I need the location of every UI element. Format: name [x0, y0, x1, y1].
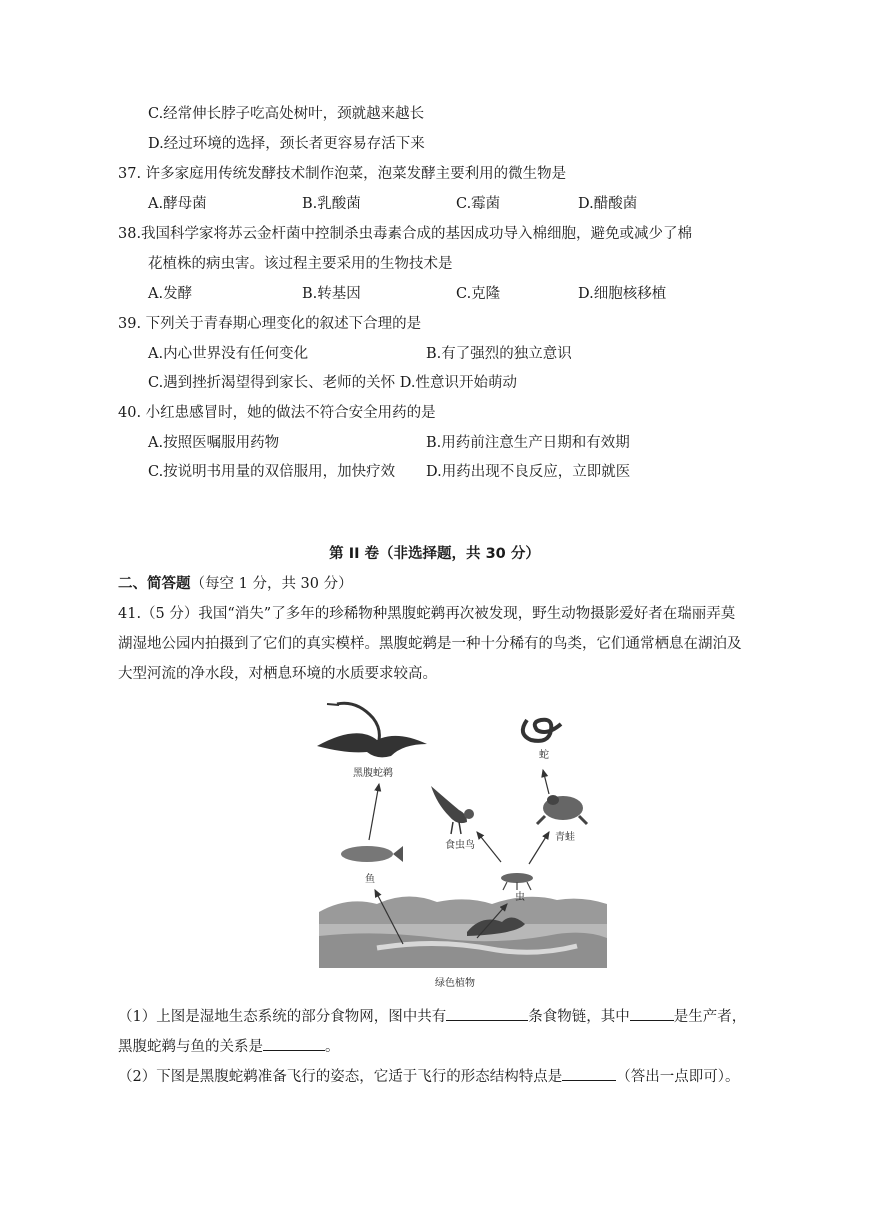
- q41-sub1-line2: [118, 1036, 340, 1057]
- q38-option-b: B.转基因: [302, 286, 361, 302]
- q37-option-d: D.醋酸菌: [578, 196, 638, 212]
- q38-stem-line2: 花植株的病虫害。该过程主要采用的生物技术是: [148, 256, 453, 272]
- label-insectivore-bird: 食虫鸟: [445, 840, 475, 851]
- q41-sub2-text-a: （2）下图是黑腹蛇鹈准备飞行的姿态，它适于飞行的形态结构特点是: [118, 1069, 563, 1085]
- food-web-figure: [317, 700, 609, 990]
- fish-icon: [341, 846, 403, 862]
- food-web-illustration: [317, 700, 609, 990]
- q38-option-a: A.发酵: [148, 286, 193, 302]
- q36-option-c: C.经常伸长脖子吃高处树叶，颈就越来越长: [148, 106, 425, 122]
- q40-option-b: B.用药前注意生产日期和有效期: [426, 435, 630, 451]
- q41-sub1-end: 。: [325, 1039, 340, 1055]
- section-title: 二、简答题: [118, 576, 191, 592]
- insectivore-bird-icon: [431, 786, 474, 834]
- label-insect: 虫: [515, 892, 525, 903]
- frog-icon: [537, 795, 587, 824]
- darter-icon: [317, 703, 427, 757]
- q36-option-d: D.经过环境的选择，颈长者更容易存活下来: [148, 136, 425, 152]
- q39-option-cd: C.遇到挫折渴望得到家长、老师的关怀 D.性意识开始萌动: [148, 375, 518, 391]
- q40-option-a: A.按照医嘱服用药物: [148, 435, 280, 451]
- section-heading: [118, 574, 353, 594]
- section-note: （每空 1 分，共 30 分）: [190, 576, 353, 592]
- q37-option-a: A.酵母菌: [148, 196, 207, 212]
- q41-line3: 大型河流的净水段，对栖息环境的水质要求较高。: [118, 666, 437, 682]
- q41-line1: 41.（5 分）我国“消失”了多年的珍稀物种黑腹蛇鹈再次被发现，野生动物摄影爱好者在瑞丽弄莫: [118, 606, 736, 622]
- q39-stem: 39. 下列关于青春期心理变化的叙述下合理的是: [118, 316, 422, 332]
- q41-sub1-text-b: 条食物链，其中: [528, 1009, 630, 1025]
- q41-sub1-line1: [118, 1006, 746, 1027]
- answer-blank-chain-count[interactable]: [446, 1006, 528, 1021]
- q38-option-d: D.细胞核移植: [578, 286, 667, 302]
- answer-blank-relation[interactable]: [263, 1036, 325, 1051]
- q38-stem-line1: 38.我国科学家将苏云金杆菌中控制杀虫毒素合成的基因成功导入棉细胞，避免或减少了棉: [118, 226, 693, 242]
- answer-blank-producer[interactable]: [630, 1006, 674, 1021]
- insect-icon: [501, 873, 533, 890]
- q39-option-b: B.有了强烈的独立意识: [426, 346, 572, 362]
- answer-blank-flight-feature[interactable]: [562, 1066, 616, 1081]
- label-darter: 黑腹蛇鹈: [353, 768, 393, 779]
- q41-sub1-text-a: （1）上图是湿地生态系统的部分食物网，图中共有: [118, 1009, 447, 1025]
- part2-title: 第 II 卷（非选择题，共 30 分）: [329, 546, 540, 562]
- q41-sub1-text-c: 是生产者，: [673, 1009, 747, 1025]
- q37-option-b: B.乳酸菌: [302, 196, 361, 212]
- label-snake: 蛇: [539, 750, 549, 761]
- q41-sub2-line: [118, 1066, 739, 1087]
- label-plants: 绿色植物: [435, 978, 475, 989]
- q37-stem: 37. 许多家庭用传统发酵技术制作泡菜，泡菜发酵主要利用的微生物是: [118, 166, 567, 182]
- q41-line2: 湖湿地公园内拍摄到了它们的真实模样。黑腹蛇鹈是一种十分稀有的鸟类，它们通常栖息在湖泊及: [118, 636, 742, 652]
- q38-option-c: C.克隆: [456, 286, 501, 302]
- q40-option-c: C.按说明书用量的双倍服用，加快疗效: [148, 464, 396, 480]
- label-frog: 青蛙: [555, 832, 575, 843]
- q41-sub2-text-b: （答出一点即可）。: [616, 1069, 740, 1085]
- q37-option-c: C.霉菌: [456, 196, 501, 212]
- wetland-landscape: [319, 896, 607, 968]
- label-fish: 鱼: [365, 874, 375, 885]
- q41-sub1-text-d: 黑腹蛇鹈与鱼的关系是: [118, 1039, 263, 1055]
- snake-icon: [523, 720, 561, 741]
- q39-option-a: A.内心世界没有任何变化: [148, 346, 309, 362]
- q40-stem: 40. 小红患感冒时，她的做法不符合安全用药的是: [118, 405, 436, 421]
- q40-option-d: D.用药出现不良反应，立即就医: [426, 464, 631, 480]
